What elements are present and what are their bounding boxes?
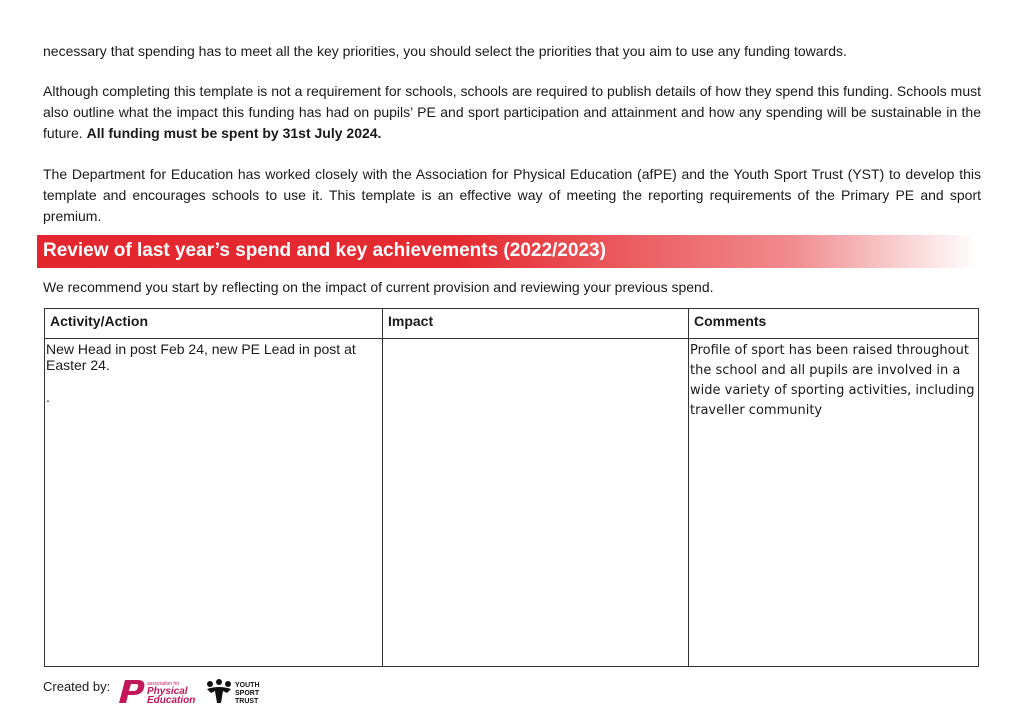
header-comments: Comments xyxy=(689,309,979,339)
youth-sport-trust-logo-icon xyxy=(205,679,275,707)
yst-logo-line-2: SPORT xyxy=(235,690,260,697)
afpe-logo-main: Physical xyxy=(147,686,188,697)
paragraph-2-text: Although completing this template is not a requirement for schools, schools are required to publish details of how they spend this funding. Schools must also outline what the impact this funding has had on pupils’ PE and sport participation and attainment and how any spending will be sustainable in the future. xyxy=(43,83,981,141)
comments-cell[interactable]: Profile of sport has been raised throughout the school and all pupils are involved in a wide variety of sporting activities, including traveller community xyxy=(689,339,979,667)
impact-cell[interactable] xyxy=(383,339,689,667)
created-by-label: Created by: xyxy=(43,679,111,694)
activity-text: New Head in post Feb 24, new PE Lead in post at Easter 24. xyxy=(46,341,356,373)
intro-paragraph-3: The Department for Education has worked closely with the Association for Physical Education (afPE) and the Youth Sport Trust (YST) to develop this template and encourages schools to use it. This template is an effective way of meeting the reporting requirements of the Primary PE and sport premium. xyxy=(43,166,981,224)
section-intro: We recommend you start by reflecting on the impact of current provision and reviewing your previous spend. xyxy=(43,279,714,295)
funding-deadline-text: All funding must be spent by 31st July 2024. xyxy=(86,125,382,141)
section-banner xyxy=(37,235,977,268)
intro-paragraph-1: necessary that spending has to meet all the key priorities, you should select the priorities that you aim to use any funding towards. xyxy=(43,43,847,59)
table-header-row xyxy=(45,309,979,339)
activity-extra-text: . xyxy=(46,389,50,405)
table-row xyxy=(45,339,979,667)
activity-cell[interactable] xyxy=(45,339,383,667)
header-impact: Impact xyxy=(383,309,689,339)
intro-paragraph-2 xyxy=(43,81,981,144)
header-activity: Activity/Action xyxy=(45,309,383,339)
yst-logo-line-1: YOUTH xyxy=(235,682,260,689)
afpe-logo-icon xyxy=(116,677,202,705)
review-table xyxy=(44,308,979,667)
yst-logo-line-3: TRUST xyxy=(235,698,259,705)
section-title: Review of last year’s spend and key achievements (2022/2023) xyxy=(43,240,606,261)
afpe-logo-sub: Education xyxy=(147,695,196,705)
afpe-logo-top: association for xyxy=(147,681,180,687)
